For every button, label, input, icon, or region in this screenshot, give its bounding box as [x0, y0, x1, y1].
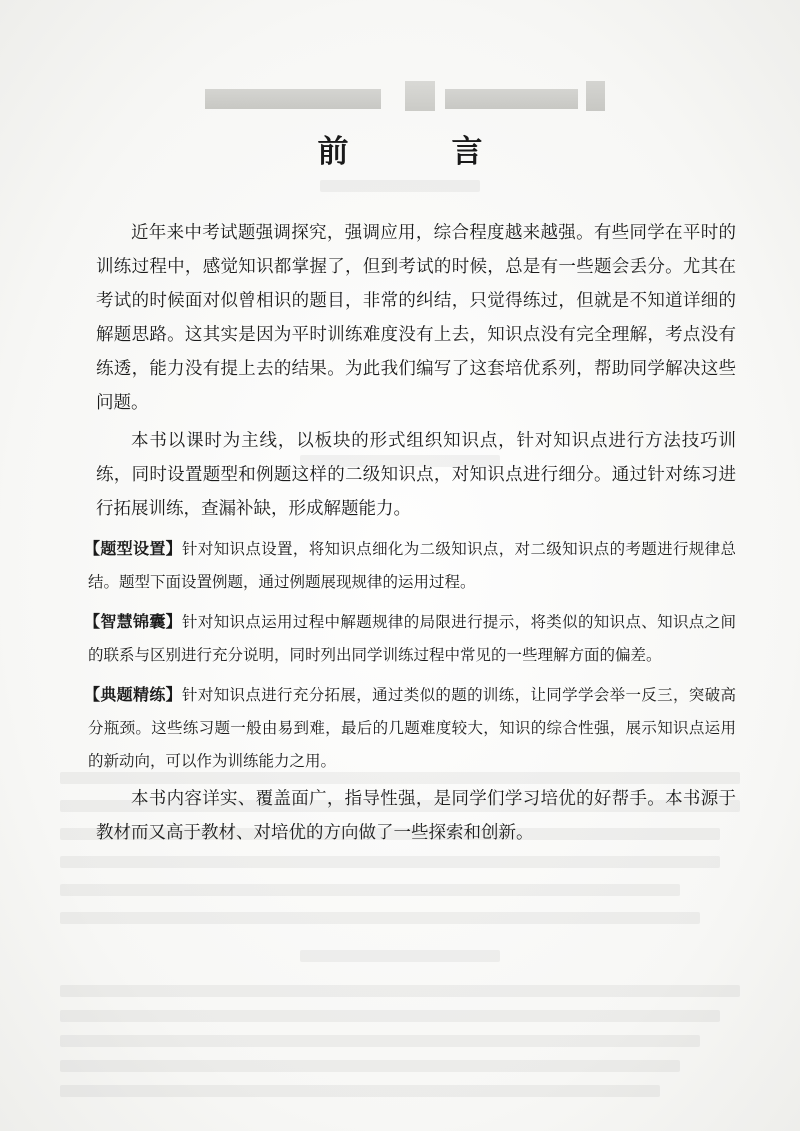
show-through-line	[60, 1035, 700, 1047]
show-through-line	[60, 912, 700, 924]
show-through-line	[60, 1060, 680, 1072]
show-through-line	[60, 1085, 660, 1097]
show-through-line	[60, 884, 680, 896]
show-through-line	[320, 180, 480, 192]
header-bar	[445, 89, 578, 109]
section-tag: 【典题精练】	[84, 685, 183, 704]
section-text: 针对知识点进行充分拓展，通过类似的题的训练，让同学学会举一反三，突破高分瓶颈。这些练习题一般由易到难，最后的几题难度较大，知识的综合性强，展示知识点运用的新动向，可以作为训练能力之用。	[88, 686, 736, 770]
section-item	[84, 605, 736, 672]
show-through-line	[60, 985, 740, 997]
header-emblem	[405, 81, 434, 111]
show-through-line	[300, 950, 500, 962]
show-through-line	[60, 856, 720, 868]
paragraph: 近年来中考试题强调探究，强调应用，综合程度越来越强。有些同学在平时的训练过程中，感觉知识都掌握了，但到考试的时候，总是有一些题会丢分。尤其在考试的时候面对似曾相识的题目，非常的纠结，只觉得练过，但就是不知道详细的解题思路。这其实是因为平时训练难度没有上去，知识点没有完全理解，考点没有练透，能力没有提上去的结果。为此我们编写了这套培优系列，帮助同学解决这些问题。	[96, 223, 736, 413]
section-tag: 【智慧锦囊】	[84, 612, 183, 631]
section-text: 针对知识点运用过程中解题规律的局限进行提示，将类似的知识点、知识点之间的联系与区别进行充分说明，同时列出同学训练过程中常见的一些理解方面的偏差。	[88, 613, 736, 664]
header-decoration	[205, 88, 605, 110]
section-tag: 【题型设置】	[84, 539, 183, 558]
section-item	[84, 678, 736, 778]
header-bar	[205, 89, 381, 109]
paragraph: 本书以课时为主线，以板块的形式组织知识点，针对知识点进行方法技巧训练，同时设置题型和例题这样的二级知识点，对知识点进行细分。通过针对练习进行拓展训练，查漏补缺，形成解题能力。	[96, 431, 736, 519]
page-title: 前 言	[317, 134, 519, 170]
preface-body	[84, 216, 736, 850]
header-emblem	[586, 81, 605, 111]
show-through-line	[60, 1010, 720, 1022]
section-text: 针对知识点设置，将知识点细化为二级知识点，对二级知识点的考题进行规律总结。题型下面设置例题，通过例题展现规律的运用过程。	[88, 540, 736, 591]
paragraph: 本书内容详实、覆盖面广，指导性强，是同学们学习培优的好帮手。本书源于教材而又高于教材、对培优的方向做了一些探索和创新。	[96, 789, 736, 843]
section-item	[84, 532, 736, 599]
